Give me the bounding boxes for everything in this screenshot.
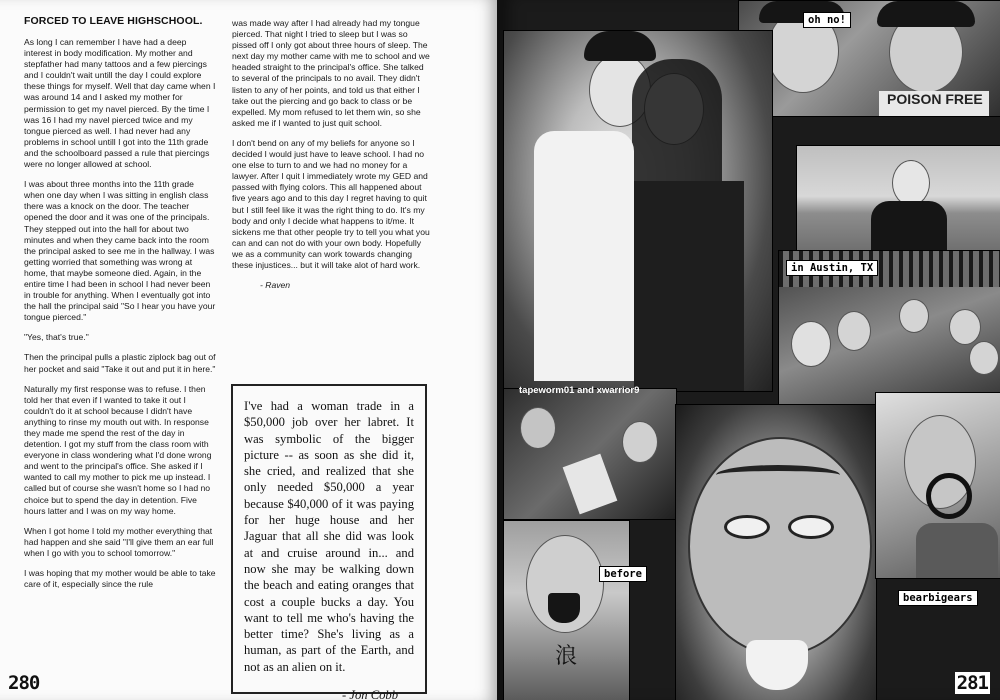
left-page: [0, 0, 497, 700]
paragraph: As long I can remember I have had a deep interest in body modification. My mother and stepfather had many tattoos and a few piercings and I couldn't wait untill the day I could explore these things for myself. Well that day came when I was around 14 and I asked my mother for permission to get my navel pierced. By the time I was 16 I had my navel pierced twice and my tongue pierced as well. I had never had any problems in school untill I got into the 11th grade and the schoolboard passed a rule that piercings were no longer allowed at school.: [24, 37, 216, 170]
photo-couple: [503, 30, 773, 392]
shoulder-shape: [916, 523, 998, 578]
hair-shape: [877, 1, 975, 27]
pull-quote-box: [231, 384, 427, 700]
article-heading: FORCED TO LEAVE HIGHSCHOOL.: [24, 15, 203, 27]
caption-tapeworm: tapeworm01 and xwarrior9: [519, 385, 640, 396]
caption-oh-no: oh no!: [803, 12, 851, 28]
eye-shape: [788, 515, 834, 539]
shirt-shape: [879, 91, 989, 116]
face-shape: [899, 299, 929, 333]
neck-tattoo: 浪: [554, 643, 577, 668]
author-signature: - Raven: [260, 280, 291, 291]
goatee-shape: [548, 593, 580, 623]
top-shape: [634, 181, 744, 391]
paragraph: I was about three months into the 11th grade when one day when I was sitting in english class there was a knock on the door. The teacher opened the door and it was one of the principals. They stepped out into the hall for about two minutes and when they came back into the room the principal asked to see me in the hallway. I was getting worried that something was wrong at home, that maybe someone died. Again, in the entire time I had been in school I had never been in trouble for anything. When I eventually got into the hall the principal said "So I hear you have your tongue pierced.": [24, 179, 216, 323]
cap-shape: [584, 31, 656, 61]
photo-before: [503, 520, 630, 700]
article-column-2: [232, 18, 430, 300]
right-page: [503, 0, 1000, 700]
face-shape: [837, 311, 871, 351]
photo-bearbigears: [875, 392, 1000, 579]
paragraph: was made way after I had already had my tongue pierced. That night I tried to sleep but I was so pissed off I only got about three hours of sleep. The next day my mother came with me to school and we headed straight to the principal's office. She talked to several of the principals to no avail. They didn't listen to any of her points, and told us that either I take out the piercing and go back to class or be expelled. My mom refused to let them win, so she asked me if I wanted to just quit school.: [232, 18, 430, 128]
photo-face-tattoo: [675, 404, 877, 700]
paragraph: I was hoping that my mother would be able to take care of it, especially since the rule: [24, 568, 216, 590]
photo-oh-no: [738, 0, 1000, 117]
face-shape: [622, 421, 658, 463]
face-shape: [892, 160, 930, 206]
paragraph: When I got home I told my mother everything that had happen and she said "I'll give them an ear full when I go with you to school tomorrow.": [24, 525, 214, 558]
photo-beach: [796, 145, 1000, 259]
face-shape: [791, 321, 831, 367]
pull-quote-text: I've had a woman trade in a $50,000 job over her labret. It was symbolic of the bigger picture -- as soon as she did it, she cried, and realized that she only needed $50,000 a year because $40,000 of it was paying for her huge house and her Jaguar that all she did was look at and cruise around in... and now she may be walking down the beach and eating oranges that cost a couple bucks a day. You want to tell me who's having the better time? She's living as a human, as part of the Earth, and not as an alien on it.: [244, 399, 414, 674]
paragraph: "Yes, that's true.": [24, 332, 89, 343]
paragraph: I don't bend on any of my beliefs for anyone so I decided I would just have to leave school. I had no one else to turn to and we had no money for a lawyer. After I quit I immediately wrote my GED and passed with flying colors. This all happened about five years ago and to this day I regret having to quit but I still feel like it was the right thing to do. It's my body and only I decide what happens to it/me. It sickens me that other people try to tell you what you can and can not do with your own body. Hopefully we as a community can work towards changing these injustices... but it will take alot of hard work.: [232, 137, 430, 270]
face-shape: [949, 309, 981, 345]
caption-bearbigears: bearbigears: [898, 590, 978, 606]
cast-shape: [563, 454, 618, 515]
photo-tapeworm: [503, 388, 677, 520]
page-number-right: 281: [956, 672, 988, 694]
page-number-left: 280: [8, 672, 40, 694]
pull-quote-signature: - Jon Cobb: [342, 688, 398, 700]
beard-shape: [746, 640, 808, 690]
paragraph: Then the principal pulls a plastic ziplock bag out of her pocket and said "Take it out and put it in here.": [24, 352, 216, 374]
eye-shape: [724, 515, 770, 539]
tattoo-line: [716, 465, 840, 485]
shirt-shape: [534, 131, 634, 381]
article-column-1: [24, 37, 216, 599]
paragraph: Naturally my first response was to refuse. I then told her that even if I wanted to take it out I couldn't do it at school because I didn't have anything to rinse my mouth out with. In response they made me spend the rest of the day in detention. I got my stuff from the class room with everyone in class wondering what I'd done wrong and went to the principal's office. She asked if I wanted to call my mother to pick me up instead. I called but of course she wasn't home so I had no choice but to spend the day in detention. Five hours latter and I was on my way home.: [24, 383, 212, 516]
face-shape: [520, 407, 556, 449]
face-shape: [969, 341, 999, 375]
ear-plug-shape: [926, 473, 972, 519]
caption-before: before: [599, 566, 647, 582]
shirt-text: POISON FREE: [887, 91, 983, 107]
caption-austin: in Austin, TX: [786, 260, 878, 276]
